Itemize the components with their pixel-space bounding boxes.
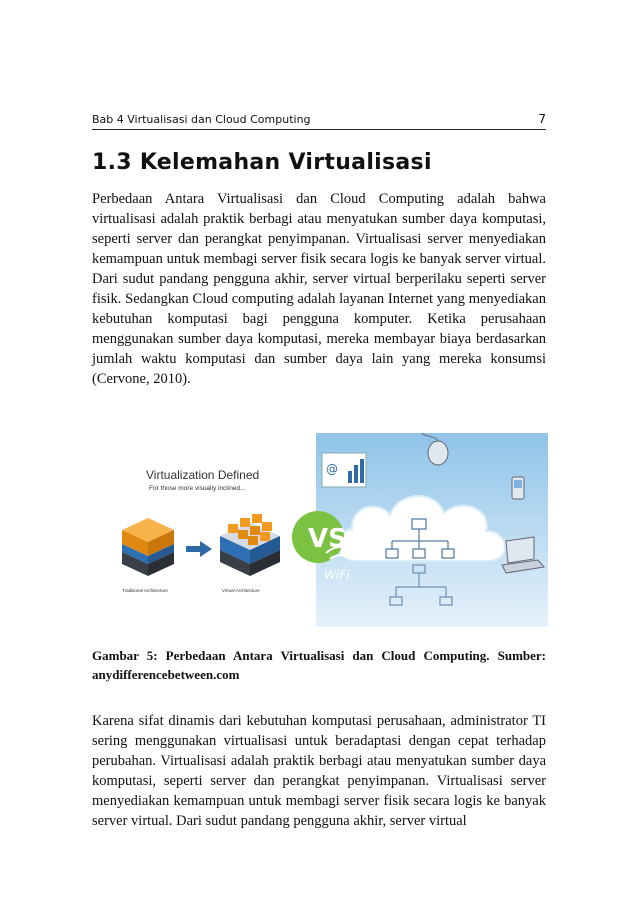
virtual-stack-icon	[220, 514, 280, 576]
label-traditional: Traditional Architecture	[122, 588, 168, 593]
phone-icon	[512, 477, 524, 499]
paragraph-1: Perbedaan Antara Virtualisasi dan Cloud Computing adalah bahwa virtualisasi adalah praktik berbagi atau menyatukan sumber daya komputasi, seperti server dan perangkat penyimpanan. Virtualisasi server menyediakan kemampuan untuk membagi server fisik secara logis ke banyak server virtual. Dari sudut pandang pengguna akhir, server virtual berperilaku seperti server fisik. Sedangkan Cloud computing adalah layanan Internet yang menyediakan kebutuhan komputasi bagi pengguna komputer. Ketika perusahaan menggunakan sumber daya komputasi, mereka membayar biaya berdasarkan jumlah waktu komputasi dan sumber daya lain yang mereka konsumsi (Cervone, 2010).	[92, 191, 546, 387]
chapter-title: Bab 4 Virtualisasi dan Cloud Computing	[92, 113, 311, 126]
svg-text:@: @	[326, 462, 338, 476]
vs-label: VS	[308, 524, 347, 554]
page-number: 7	[538, 112, 546, 126]
section-title: 1.3 Kelemahan Virtualisasi	[92, 150, 432, 175]
wifi-label: WiFi	[324, 568, 350, 582]
illustration-title: Virtualization Defined	[146, 468, 260, 482]
illustration-subtitle: For those more visually inclined...	[149, 485, 246, 492]
running-header	[92, 112, 546, 130]
cloud-computing-illustration	[308, 433, 548, 627]
figure-caption: Gambar 5: Perbedaan Antara Virtualisasi dan Cloud Computing. Sumber: anydifferencebetween.com	[92, 648, 546, 682]
chart-window-icon	[322, 453, 366, 487]
paragraph-2: Karena sifat dinamis dari kebutuhan komputasi perusahaan, administrator TI sering menggunakan virtualisasi untuk beradaptasi dengan cepat terhadap perubahan. Virtualisasi adalah praktik berbagi atau menyatukan sumber daya komputasi, seperti server dan perangkat penyimpanan. Virtualisasi server menyediakan kemampuan untuk membagi server fisik secara logis ke banyak server virtual. Dari sudut pandang pengguna akhir, server virtual	[92, 713, 546, 829]
virtualization-illustration	[116, 452, 306, 602]
traditional-stack-icon	[122, 518, 174, 576]
arrow-right-icon	[186, 541, 212, 557]
label-virtual: Virtual Architecture	[222, 588, 260, 593]
